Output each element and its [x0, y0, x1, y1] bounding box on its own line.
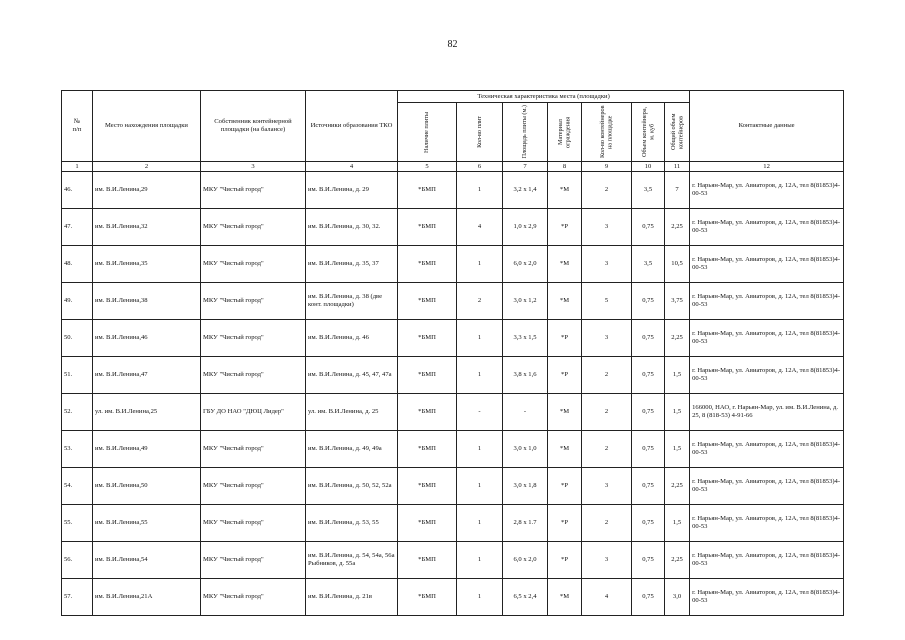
row-owner: МКУ "Чистый город"	[201, 320, 306, 357]
row-location: им. В.И.Ленина,47	[93, 357, 201, 394]
header-total-volume	[665, 103, 690, 162]
header-plates-area	[503, 103, 548, 162]
row-plate-type: *БМП	[398, 542, 457, 579]
column-index: 6	[457, 162, 503, 172]
row-total-volume: 2,25	[665, 320, 690, 357]
row-containers-count: 2	[582, 357, 632, 394]
table-row	[62, 283, 844, 320]
row-plates-count: 1	[457, 172, 503, 209]
row-total-volume: 1,5	[665, 357, 690, 394]
row-location: им. В.И.Ленина,50	[93, 468, 201, 505]
header-plates-count	[457, 103, 503, 162]
row-plate-area: 6,0 х 2,0	[503, 246, 548, 283]
column-index: 11	[665, 162, 690, 172]
row-plates-count: 4	[457, 209, 503, 246]
row-plates-count: 1	[457, 542, 503, 579]
row-contact: 166000, НАО, г. Нарьян-Мар, ул. им. В.И.Ленина, д. 25, 8 (818-53) 4-91-66	[690, 394, 844, 431]
row-container-volume: 0,75	[632, 579, 665, 616]
row-contact: г. Нарьян-Мар, ул. Авиаторов, д. 12А, тел 8(81853)4-00-53	[690, 172, 844, 209]
table-row	[62, 357, 844, 394]
row-containers-count: 2	[582, 431, 632, 468]
header-fence-material-text: Материал ограждения	[557, 116, 572, 148]
row-containers-count: 3	[582, 468, 632, 505]
row-fence-material: *Р	[548, 505, 582, 542]
row-plate-type: *БМП	[398, 246, 457, 283]
row-plates-count: 1	[457, 320, 503, 357]
column-index: 3	[201, 162, 306, 172]
header-owner: Собственник контейнерной площадки (на балансе)	[201, 91, 306, 162]
row-contact: г. Нарьян-Мар, ул. Авиаторов, д. 12А, тел 8(81853)4-00-53	[690, 542, 844, 579]
row-number: 56.	[62, 542, 93, 579]
row-fence-material: *Р	[548, 468, 582, 505]
row-plate-type: *БМП	[398, 357, 457, 394]
row-plate-area: 3,3 х 1,5	[503, 320, 548, 357]
row-contact: г. Нарьян-Мар, ул. Авиаторов, д. 12А, тел 8(81853)4-00-53	[690, 468, 844, 505]
row-total-volume: 10,5	[665, 246, 690, 283]
row-sources: им. В.И.Ленина, д. 30, 32.	[306, 209, 398, 246]
row-fence-material: *Р	[548, 542, 582, 579]
row-owner: МКУ "Чистый город"	[201, 468, 306, 505]
row-location: им. В.И.Ленина,54	[93, 542, 201, 579]
row-location: им. В.И.Ленина,29	[93, 172, 201, 209]
row-total-volume: 3,75	[665, 283, 690, 320]
row-containers-count: 3	[582, 542, 632, 579]
row-containers-count: 2	[582, 394, 632, 431]
row-containers-count: 4	[582, 579, 632, 616]
header-container-volume-text: Объем контейнера, м. куб	[640, 106, 655, 158]
row-number: 57.	[62, 579, 93, 616]
header-fence-material	[548, 103, 582, 162]
row-location: им. В.И.Ленина,21А	[93, 579, 201, 616]
row-owner: МКУ "Чистый город"	[201, 357, 306, 394]
row-plate-area: 3,0 х 1,0	[503, 431, 548, 468]
row-number: 48.	[62, 246, 93, 283]
row-plate-area: -	[503, 394, 548, 431]
row-container-volume: 0,75	[632, 320, 665, 357]
row-fence-material: *М	[548, 172, 582, 209]
row-plate-area: 3,0 х 1,8	[503, 468, 548, 505]
row-container-volume: 0,75	[632, 209, 665, 246]
header-number	[62, 91, 93, 162]
row-location: ул. им. В.И.Ленина,25	[93, 394, 201, 431]
column-index: 4	[306, 162, 398, 172]
row-container-volume: 0,75	[632, 431, 665, 468]
table-row	[62, 172, 844, 209]
row-container-volume: 3,5	[632, 172, 665, 209]
row-contact: г. Нарьян-Мар, ул. Авиаторов, д. 12А, тел 8(81853)4-00-53	[690, 246, 844, 283]
row-container-volume: 0,75	[632, 542, 665, 579]
column-index: 8	[548, 162, 582, 172]
row-contact: г. Нарьян-Мар, ул. Авиаторов, д. 12А, тел 8(81853)4-00-53	[690, 320, 844, 357]
row-total-volume: 1,5	[665, 394, 690, 431]
row-container-volume: 3,5	[632, 246, 665, 283]
row-container-volume: 0,75	[632, 357, 665, 394]
row-container-volume: 0,75	[632, 283, 665, 320]
column-index: 1	[62, 162, 93, 172]
row-sources: им. В.И.Ленина, д. 29	[306, 172, 398, 209]
row-fence-material: *М	[548, 431, 582, 468]
row-owner: МКУ "Чистый город"	[201, 283, 306, 320]
row-location: им. В.И.Ленина,38	[93, 283, 201, 320]
header-containers-count-text: Кол-во контейнеров на площадке	[599, 105, 614, 159]
row-containers-count: 5	[582, 283, 632, 320]
row-sources: им. В.И.Ленина, д. 49, 49а	[306, 431, 398, 468]
row-location: им. В.И.Ленина,35	[93, 246, 201, 283]
row-container-volume: 0,75	[632, 394, 665, 431]
row-total-volume: 2,25	[665, 209, 690, 246]
row-plate-area: 3,2 х 1,4	[503, 172, 548, 209]
row-plate-type: *БМП	[398, 431, 457, 468]
header-container-volume	[632, 103, 665, 162]
header-plates-count-text: Кол-во плит	[475, 116, 483, 148]
row-plate-type: *БМП	[398, 283, 457, 320]
row-plates-count: 1	[457, 357, 503, 394]
column-index: 9	[582, 162, 632, 172]
column-index: 2	[93, 162, 201, 172]
row-plate-type: *БМП	[398, 394, 457, 431]
row-containers-count: 2	[582, 505, 632, 542]
row-location: им. В.И.Ленина,55	[93, 505, 201, 542]
row-contact: г. Нарьян-Мар, ул. Авиаторов, д. 12А, тел 8(81853)4-00-53	[690, 209, 844, 246]
table-row	[62, 579, 844, 616]
row-owner: МКУ "Чистый город"	[201, 172, 306, 209]
table-row	[62, 431, 844, 468]
row-plate-area: 6,5 х 2,4	[503, 579, 548, 616]
row-plates-count: 1	[457, 579, 503, 616]
row-fence-material: *М	[548, 579, 582, 616]
table-row	[62, 246, 844, 283]
row-number: 55.	[62, 505, 93, 542]
row-total-volume: 1,5	[665, 431, 690, 468]
table-row	[62, 468, 844, 505]
header-plates-presence-text: Наличие плиты	[423, 111, 431, 153]
row-plates-count: 1	[457, 505, 503, 542]
column-index-row	[62, 162, 844, 172]
row-number: 50.	[62, 320, 93, 357]
row-number: 49.	[62, 283, 93, 320]
row-owner: МКУ "Чистый город"	[201, 505, 306, 542]
row-fence-material: *Р	[548, 320, 582, 357]
row-plate-type: *БМП	[398, 468, 457, 505]
row-number: 52.	[62, 394, 93, 431]
row-total-volume: 2,25	[665, 542, 690, 579]
row-plate-area: 3,0 х 1,2	[503, 283, 548, 320]
row-contact: г. Нарьян-Мар, ул. Авиаторов, д. 12А, тел 8(81853)4-00-53	[690, 431, 844, 468]
header-sources: Источники образования ТКО	[306, 91, 398, 162]
column-index: 12	[690, 162, 844, 172]
row-location: им. В.И.Ленина,49	[93, 431, 201, 468]
column-index: 5	[398, 162, 457, 172]
row-owner: МКУ "Чистый город"	[201, 579, 306, 616]
row-fence-material: *М	[548, 283, 582, 320]
row-owner: МКУ "Чистый город"	[201, 431, 306, 468]
table-row	[62, 209, 844, 246]
row-sources: им. В.И.Ленина, д. 53, 55	[306, 505, 398, 542]
row-container-volume: 0,75	[632, 505, 665, 542]
row-location: им. В.И.Ленина,46	[93, 320, 201, 357]
row-sources: им. В.И.Ленина, д. 54, 54а, 56а Рыбников, д. 55а	[306, 542, 398, 579]
row-containers-count: 3	[582, 320, 632, 357]
row-containers-count: 2	[582, 172, 632, 209]
row-plates-count: 1	[457, 468, 503, 505]
header-number-text: № п/п	[72, 118, 82, 133]
row-total-volume: 7	[665, 172, 690, 209]
row-containers-count: 3	[582, 209, 632, 246]
row-fence-material: *Р	[548, 209, 582, 246]
row-plates-count: 2	[457, 283, 503, 320]
table-body	[62, 172, 844, 616]
row-plate-type: *БМП	[398, 172, 457, 209]
row-containers-count: 3	[582, 246, 632, 283]
row-number: 54.	[62, 468, 93, 505]
table-row	[62, 505, 844, 542]
header-plates-area-text: Площадь плиты (м.)	[521, 105, 529, 159]
row-sources: ул. им. В.И.Ленина, д. 25	[306, 394, 398, 431]
row-sources: им. В.И.Ленина, д. 38 (две конт. площадки)	[306, 283, 398, 320]
row-plate-type: *БМП	[398, 505, 457, 542]
row-sources: им. В.И.Ленина, д. 46	[306, 320, 398, 357]
row-plate-area: 3,8 х 1,6	[503, 357, 548, 394]
row-plate-area: 6,0 х 2,0	[503, 542, 548, 579]
row-location: им. В.И.Ленина,32	[93, 209, 201, 246]
row-plate-type: *БМП	[398, 320, 457, 357]
header-location: Место нахождения площадки	[93, 91, 201, 162]
row-contact: г. Нарьян-Мар, ул. Авиаторов, д. 12А, тел 8(81853)4-00-53	[690, 283, 844, 320]
page-number: 82	[447, 39, 458, 50]
header-containers-count	[582, 103, 632, 162]
header-contacts: Контактные данные	[690, 91, 844, 162]
row-number: 47.	[62, 209, 93, 246]
row-sources: им. В.И.Ленина, д. 50, 52, 52а	[306, 468, 398, 505]
row-sources: им. В.И.Ленина, д. 21в	[306, 579, 398, 616]
row-number: 53.	[62, 431, 93, 468]
row-container-volume: 0,75	[632, 468, 665, 505]
row-number: 46.	[62, 172, 93, 209]
header-total-volume-text: Общий объем контейнеров	[669, 113, 685, 151]
header-plates-presence	[398, 103, 457, 162]
row-plate-area: 2,8 х 1.7	[503, 505, 548, 542]
container-sites-table	[61, 90, 844, 616]
column-index: 10	[632, 162, 665, 172]
row-number: 51.	[62, 357, 93, 394]
row-fence-material: *М	[548, 394, 582, 431]
row-plate-type: *БМП	[398, 579, 457, 616]
table-row	[62, 542, 844, 579]
table-row	[62, 394, 844, 431]
row-contact: г. Нарьян-Мар, ул. Авиаторов, д. 12А, тел 8(81853)4-00-53	[690, 505, 844, 542]
row-plate-area: 1,0 х 2,9	[503, 209, 548, 246]
row-plates-count: 1	[457, 431, 503, 468]
row-contact: г. Нарьян-Мар, ул. Авиаторов, д. 12А, тел 8(81853)4-00-53	[690, 357, 844, 394]
row-total-volume: 1,5	[665, 505, 690, 542]
column-index: 7	[503, 162, 548, 172]
row-owner: МКУ "Чистый город"	[201, 209, 306, 246]
row-plates-count: 1	[457, 246, 503, 283]
row-plate-type: *БМП	[398, 209, 457, 246]
row-sources: им. В.И.Ленина, д. 35, 37	[306, 246, 398, 283]
row-fence-material: *М	[548, 246, 582, 283]
row-total-volume: 3,0	[665, 579, 690, 616]
row-plates-count: -	[457, 394, 503, 431]
table-row	[62, 320, 844, 357]
row-owner: МКУ "Чистый город"	[201, 246, 306, 283]
header-tech-group: Техническая характеристика места (площадки)	[398, 91, 690, 103]
row-owner: ГБУ ДО НАО "ДЮЦ Лидер"	[201, 394, 306, 431]
row-owner: МКУ "Чистый город"	[201, 542, 306, 579]
row-fence-material: *Р	[548, 357, 582, 394]
row-contact: г. Нарьян-Мар, ул. Авиаторов, д. 12А, тел 8(81853)4-00-53	[690, 579, 844, 616]
row-sources: им. В.И.Ленина, д. 45, 47, 47а	[306, 357, 398, 394]
row-total-volume: 2,25	[665, 468, 690, 505]
